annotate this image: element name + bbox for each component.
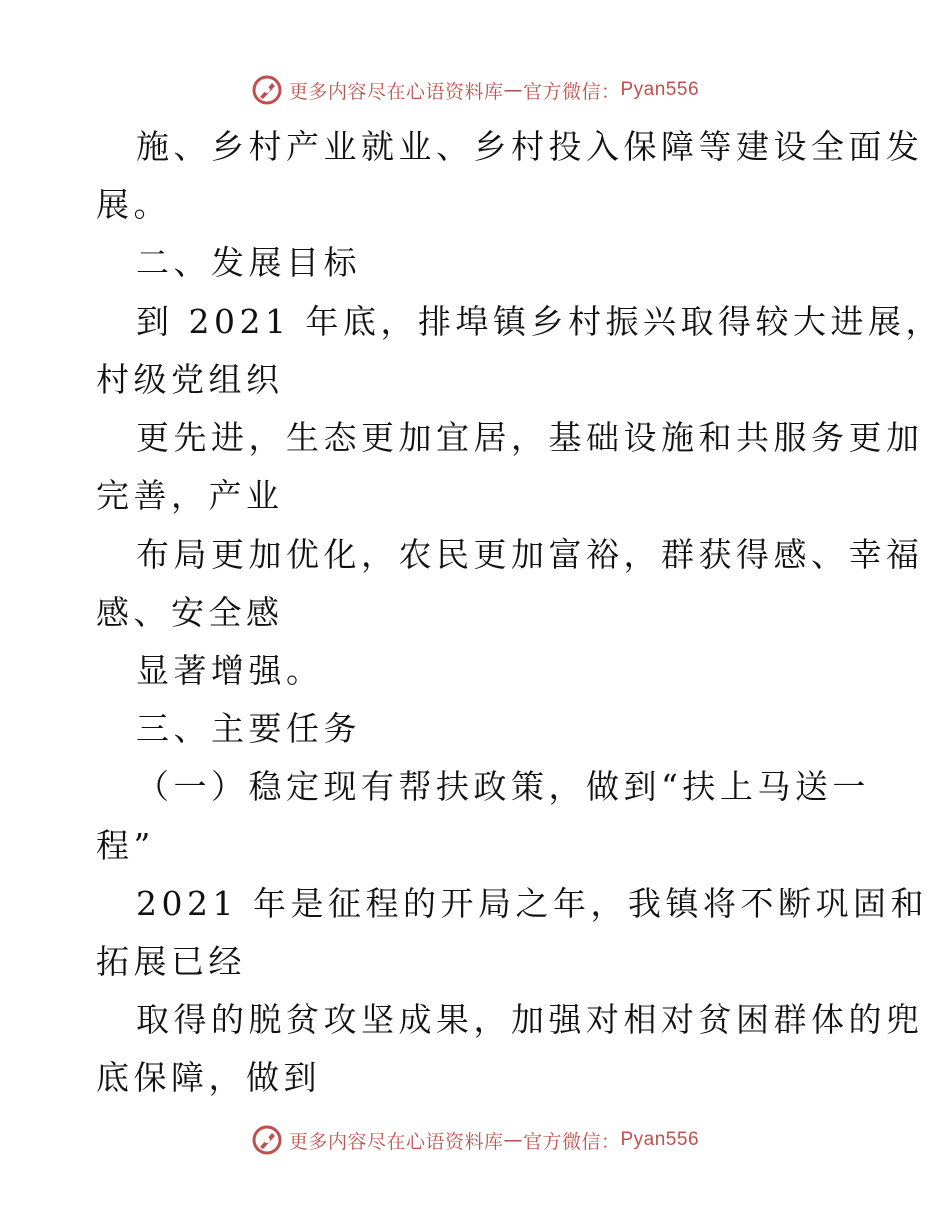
section-heading: 三、主要任务 bbox=[136, 709, 361, 748]
body-line: 取得的脱贫攻坚成果，加强对相对贫困群体的兜 bbox=[136, 1000, 924, 1039]
pen-circle-icon bbox=[251, 1124, 283, 1156]
body-line: 展。 bbox=[96, 185, 171, 224]
footer-watermark bbox=[0, 1120, 950, 1160]
body-line: 显著增强。 bbox=[136, 651, 324, 690]
body-line: 感、安全感 bbox=[96, 593, 284, 632]
body-line: 完善，产业 bbox=[96, 476, 284, 515]
header-watermark bbox=[0, 70, 950, 110]
pen-circle-icon bbox=[251, 74, 283, 106]
body-line: 拓展已经 bbox=[96, 942, 246, 981]
watermark-label: 官方微信： bbox=[522, 80, 621, 103]
watermark-separator: — bbox=[503, 79, 523, 101]
watermark-handle: Pyan556 bbox=[620, 79, 700, 100]
body-line: 施、乡村产业就业、乡村投入保障等建设全面发 bbox=[136, 127, 924, 166]
body-line: 布局更加优化，农民更加富裕，群获得感、幸福 bbox=[136, 535, 924, 574]
watermark-brand: 更多内容尽在心语资料库 bbox=[288, 80, 504, 103]
subsection-heading: （一）稳定现有帮扶政策，做到“扶上马送一 bbox=[136, 767, 870, 806]
body-line: 程” bbox=[96, 826, 155, 865]
watermark-handle: Pyan556 bbox=[620, 1129, 700, 1150]
body-line: 更先进，生态更加宜居，基础设施和共服务更加 bbox=[136, 418, 924, 457]
watermark-brand: 更多内容尽在心语资料库 bbox=[288, 1130, 504, 1153]
section-heading: 二、发展目标 bbox=[136, 243, 361, 282]
watermark-label: 官方微信： bbox=[522, 1130, 621, 1153]
body-line: 底保障，做到 bbox=[96, 1058, 321, 1097]
body-line: 到 2021 年底，排埠镇乡村振兴取得较大进展， bbox=[136, 302, 943, 341]
body-line: 村级党组织 bbox=[96, 360, 284, 399]
watermark-separator: — bbox=[503, 1129, 523, 1151]
body-line: 2021 年是征程的开局之年，我镇将不断巩固和 bbox=[136, 884, 928, 923]
